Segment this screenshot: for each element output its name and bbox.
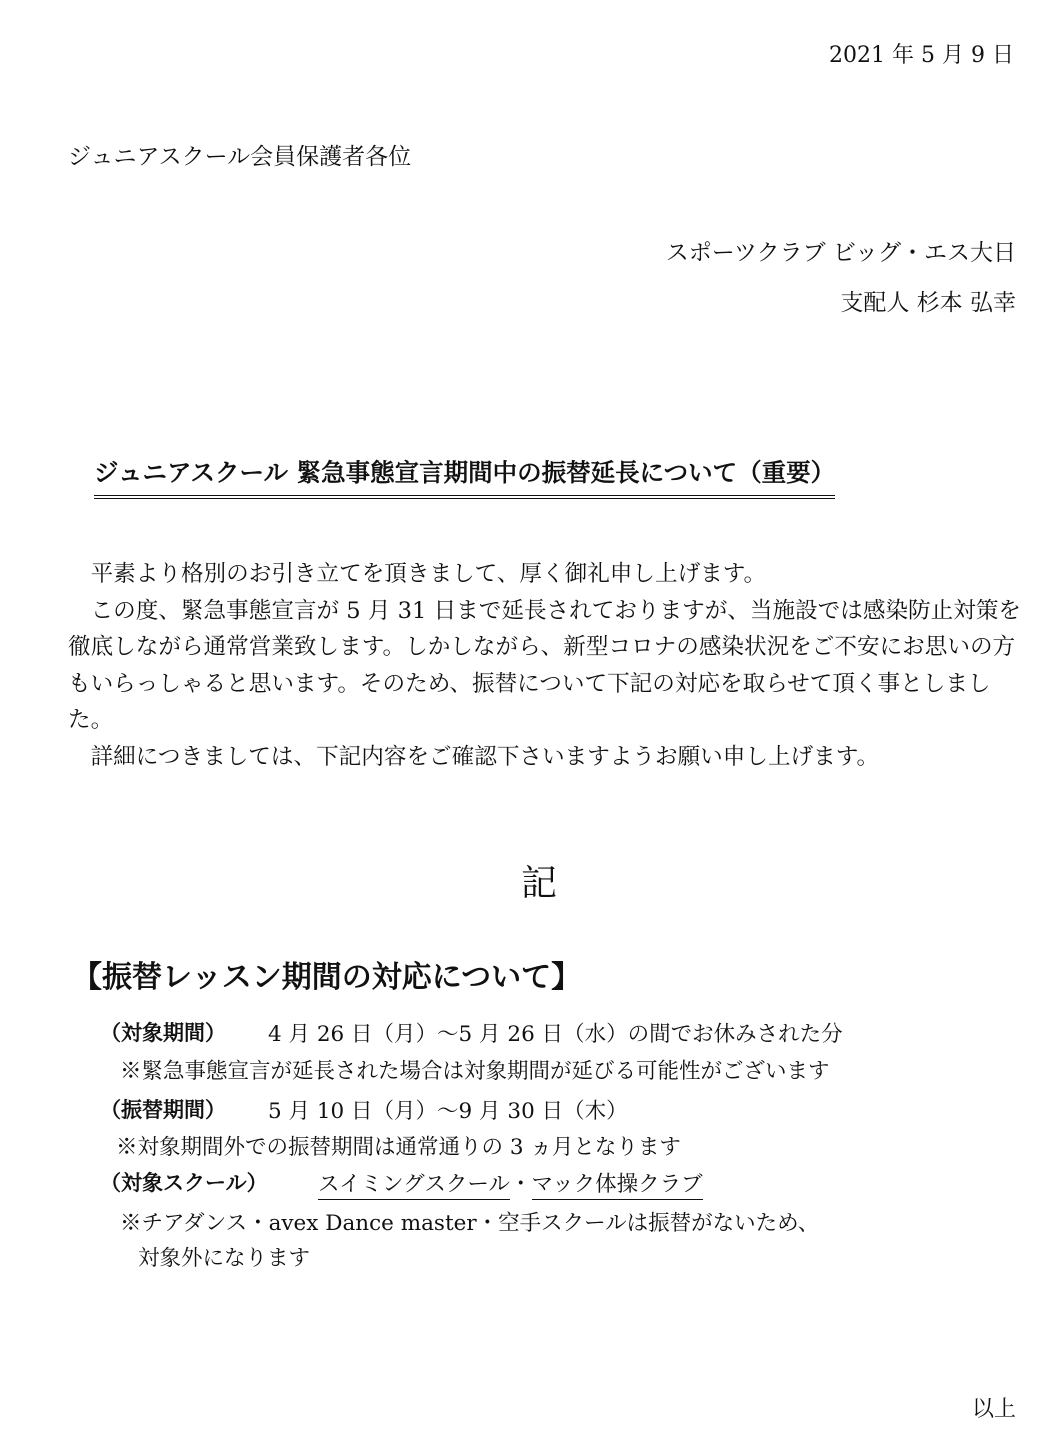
target-period-value: 4 月 26 日（月）～5 月 26 日（水）の間でお休みされた分	[268, 1022, 843, 1047]
body-paragraph-2: この度、緊急事態宣言が 5 月 31 日まで延長されておりますが、当施設では感染防止対策を徹底しながら通常営業致します。しかしながら、新型コロナの感染状況をご不安にお思いの方もいらっしゃると思います。そのため、振替について下記の対応を取らせて頂く事としました。	[68, 597, 1022, 733]
target-period-label: （対象期間）	[100, 1021, 226, 1045]
school-gymnastics: マック体操クラブ	[532, 1172, 703, 1200]
target-school-note-1: ※チアダンス・avex Dance master・空手スクールは振替がないため、	[120, 1211, 820, 1236]
sender-organization: スポーツクラブ ビッグ・エス大日	[665, 240, 1016, 266]
target-period-note: ※緊急事態宣言が延長された場合は対象期間が延びる可能性がございます	[120, 1059, 830, 1084]
sender-manager: 支配人 杉本 弘幸	[840, 290, 1016, 316]
transfer-period-note: ※対象期間外での振替期間は通常通りの 3 ヵ月となります	[116, 1135, 681, 1160]
body-paragraph-3: 詳細につきましては、下記内容をご確認下さいますようお願い申し上げます。	[90, 743, 880, 770]
document-title: ジュニアスクール 緊急事態宣言期間中の振替延長について（重要）	[94, 454, 835, 499]
target-school-list	[318, 1167, 703, 1198]
section-heading: 【振替レッスン期間の対応について】	[72, 960, 582, 995]
ki-heading: 記	[521, 863, 558, 904]
target-school-note-2: 対象外になります	[138, 1246, 311, 1271]
body-text	[68, 556, 1024, 775]
recipient: ジュニアスクール会員保護者各位	[68, 144, 412, 170]
body-paragraph-1: 平素より格別のお引き立てを頂きまして、厚く御礼申し上げます。	[90, 561, 767, 587]
school-separator: ・	[510, 1172, 532, 1197]
transfer-period-value: 5 月 10 日（月）～9 月 30 日（木）	[268, 1099, 628, 1124]
transfer-period-label: （振替期間）	[100, 1098, 226, 1122]
school-swimming: スイミングスクール	[318, 1172, 510, 1200]
document-date: 2021 年 5 月 9 日	[829, 43, 1014, 68]
target-school-label: （対象スクール）	[100, 1171, 268, 1195]
closing: 以上	[971, 1397, 1016, 1422]
